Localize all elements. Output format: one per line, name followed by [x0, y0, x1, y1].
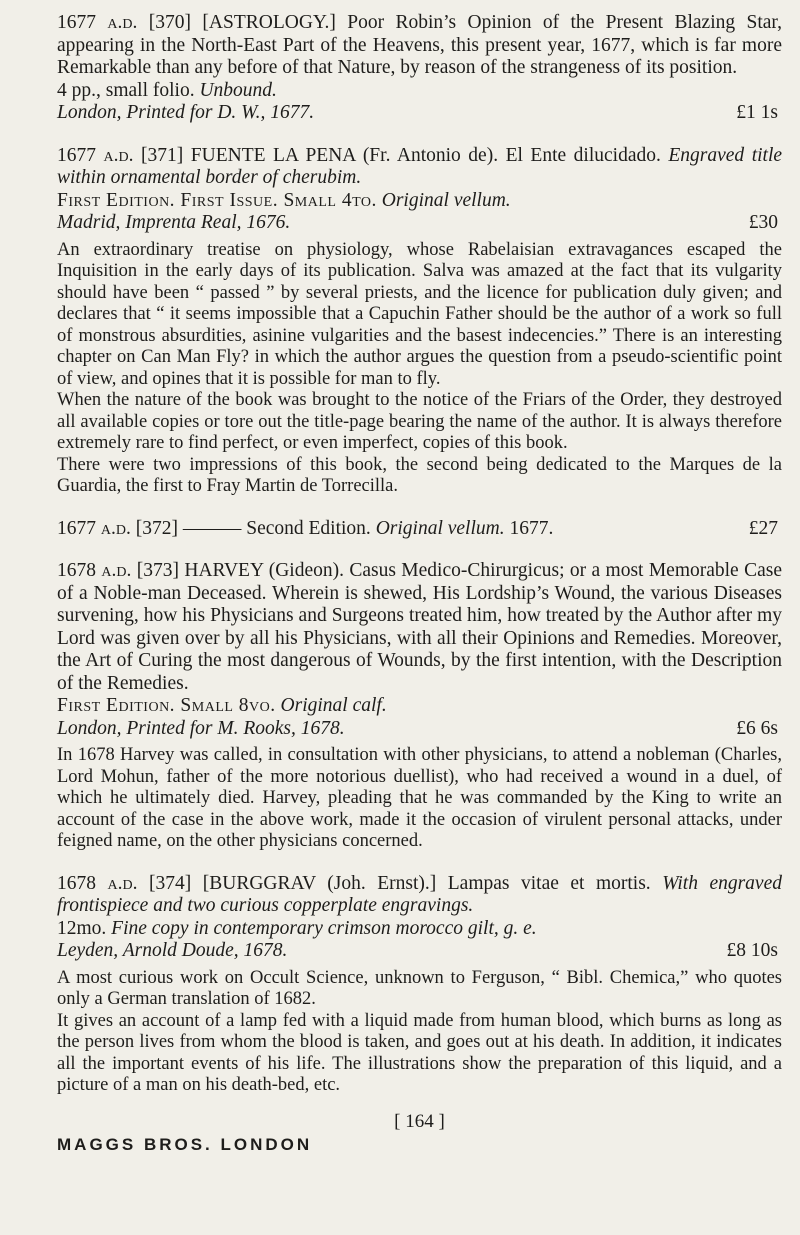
- entry-description: [57, 745, 782, 853]
- binding-text: Original vellum.: [375, 517, 505, 539]
- entry-description: [57, 240, 782, 498]
- description-paragraph: A most curious work on Occult Science, unknown to Ferguson, “ Bibl. Chemica,” who quotes only a German translation of 1682.: [57, 967, 782, 1009]
- entry-format: [57, 80, 782, 103]
- entry-title: FUENTE LA PENA (Fr. Antonio de). El Ente dilucidado.: [190, 144, 661, 166]
- entry-year: 1677: [57, 12, 96, 33]
- format-text: 4 pp., small folio.: [57, 79, 195, 101]
- catalogue-entry-370: [57, 12, 782, 125]
- catalogue-entry-373: [57, 560, 782, 853]
- entry-edition: [57, 190, 782, 213]
- entry-era: a.d.: [100, 517, 131, 539]
- description-paragraph: It gives an account of a lamp fed with a liquid made from human blood, which burns as long as the person lives from whom the blood is taken, and goes out at his death. In addition, it indicates all the important events of his life. The illustrations show the preparation of this liquid, and a picture of a man on his death-bed, etc.: [57, 1010, 782, 1095]
- entry-imprint-row: [57, 212, 782, 235]
- entry-edition: [57, 918, 782, 941]
- publisher-footer: MAGGS BROS. LONDON: [57, 1134, 313, 1154]
- page-number: [ 164 ]: [394, 1110, 445, 1132]
- entry-title: ——— Second Edition.: [182, 517, 371, 539]
- entry-era: a.d.: [101, 560, 132, 581]
- entry-heading: [57, 518, 782, 541]
- entry-year: 1678: [57, 560, 96, 581]
- entry-price: £8 10s: [726, 940, 778, 961]
- entry-era: a.d.: [103, 144, 134, 166]
- entry-price: £27: [748, 517, 778, 539]
- entry-illustration-note: With engraved frontispiece and two curious copperplate engravings.: [57, 872, 782, 916]
- entry-imprint: London, Printed for D. W., 1677.: [57, 102, 315, 123]
- entry-number: [373]: [136, 560, 179, 581]
- binding-text: Unbound.: [199, 79, 277, 101]
- entry-title: HARVEY (Gideon). Casus Medico-Chirurgicus; or a most Memorable Case of a Noble-man Deceased. Wherein is shewed, His Lordship’s Wound, the various Diseases survening, how his Physicians and Surgeons treated him, how treated by the Author after my Lord was given over by all his Physicians, with all their Opinions and Remedies. Moreover, the Art of Curing the most dangerous of Wounds, by the first intention, with the Description of the Remedies.: [57, 560, 782, 694]
- entry-number: [372]: [135, 517, 178, 539]
- entry-era: a.d.: [107, 872, 138, 894]
- edition-text: First Edition. Small 8vo.: [57, 695, 276, 716]
- entry-number: [374]: [148, 872, 192, 894]
- entry-heading: [57, 873, 782, 918]
- entry-price: £6 6s: [736, 717, 778, 739]
- description-paragraph: In 1678 Harvey was called, in consultation with other physicians, to attend a nobleman (Charles, Lord Mohun, father of the more notorious duellist), who had received a wound in a duel, of which he ultimately died. Harvey, pleading that he was commanded by the King to write an account of the case in the above work, made it the occasion of virulent personal attacks, under feigned name, on the other physicians concerned.: [57, 745, 782, 851]
- description-paragraph: When the nature of the book was brought to the notice of the Friars of the Order, they destroyed all available copies or tore out the title-page bearing the name of the author. It is always therefore extremely rare to find perfect, or even imperfect, copies of this book.: [57, 390, 782, 453]
- entry-number: [370]: [148, 12, 192, 33]
- entry-imprint-row: [57, 102, 782, 125]
- binding-text: Fine copy in contemporary crimson morocco gilt, g. e.: [111, 917, 537, 939]
- entry-era: a.d.: [107, 12, 138, 33]
- entry-heading: [57, 560, 782, 695]
- catalogue-entry-371: [57, 145, 782, 498]
- entry-heading: [57, 145, 782, 190]
- entry-edition-year: 1677.: [509, 517, 554, 539]
- edition-text: 12mo.: [57, 917, 107, 939]
- description-paragraph: There were two impressions of this book, the second being dedicated to the Marques de la Guardia, the first to Fray Martin de Torrecilla.: [57, 454, 782, 496]
- entry-year: 1678: [57, 872, 96, 894]
- entry-imprint: Madrid, Imprenta Real, 1676.: [57, 212, 291, 233]
- entry-heading: [57, 12, 782, 80]
- entry-description: [57, 968, 782, 1097]
- entry-imprint: Leyden, Arnold Doude, 1678.: [57, 940, 288, 961]
- description-paragraph: An extraordinary treatise on physiology, whose Rabelaisian extravagances escaped the Inquisition in the early days of its publication. Salva was amazed at the fact that its vulgarity should have been “ passed ” by several priests, and the licence for publication duly given; and declares that “ it seems impossible that a Capuchin Father should be the author of a work so full of monstrous absurdities, asinine vulgarities and the basest indecencies.” There is an interesting chapter on Can Man Fly? in which the author argues the question from a pseudo-scientific point of view, and opines that it is possible for man to fly.: [57, 239, 782, 389]
- catalogue-entry-374: [57, 873, 782, 1097]
- entry-price: £1 1s: [736, 102, 778, 123]
- entry-price: £30: [748, 212, 778, 233]
- edition-text: First Edition. First Issue. Small 4to.: [57, 189, 377, 211]
- entry-year: 1677: [57, 144, 96, 166]
- binding-text: Original vellum.: [381, 189, 511, 211]
- entry-imprint-row: [57, 718, 782, 741]
- entry-year: 1677: [57, 517, 96, 539]
- entry-title: [ASTROLOGY.] Poor Robin’s Opinion of the Present Blazing Star, appearing in the North-East Part of the Heavens, this present year, 1677, which is far more Remarkable than any before of that Nature, by reason of the strangeness of its position.: [57, 12, 783, 78]
- entry-number: [371]: [141, 144, 184, 166]
- catalogue-entry-372: [57, 518, 782, 541]
- entry-imprint: London, Printed for M. Rooks, 1678.: [57, 717, 345, 739]
- entry-illustration-note: Engraved title within ornamental border of cherubim.: [57, 144, 783, 188]
- binding-text: Original calf.: [280, 695, 387, 716]
- entry-title: [BURGGRAV (Joh. Ernst).] Lampas vitae et mortis.: [202, 872, 651, 894]
- entry-imprint-row: [57, 940, 782, 963]
- entry-edition: [57, 695, 782, 718]
